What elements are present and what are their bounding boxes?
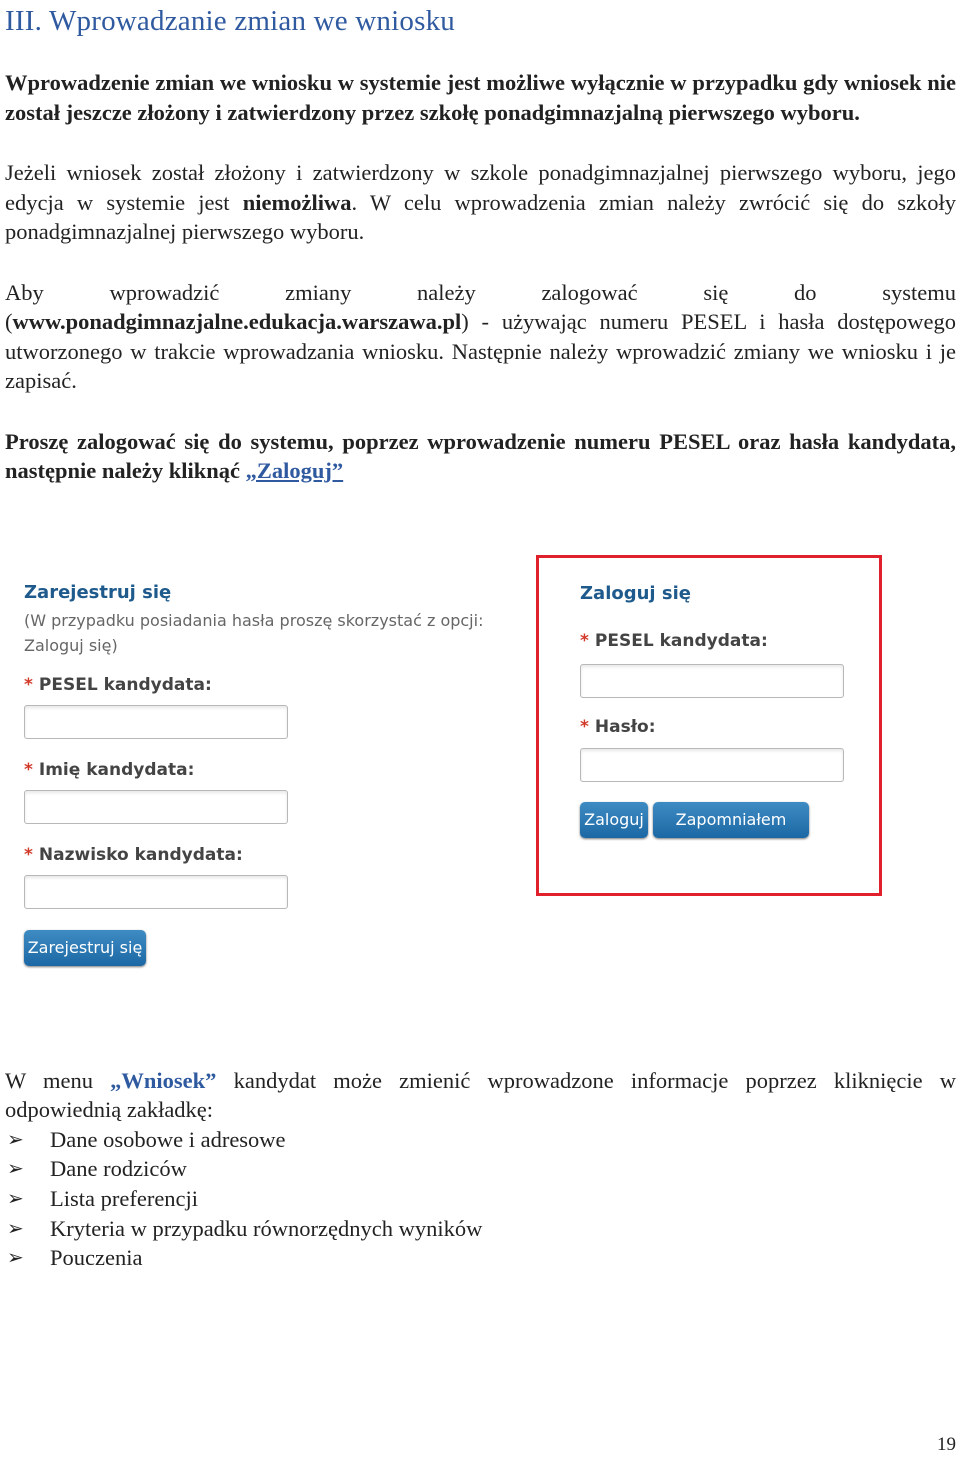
required-star: *	[24, 760, 33, 780]
p5-text-b: kandydat może zmienić wprowadzone informacje poprzez kliknięcie w odpowiednią zakładkę:	[5, 1067, 956, 1122]
wniosek-menu-reference: „Wniosek”	[110, 1067, 217, 1093]
section-heading: III. Wprowadzanie zmian we wniosku	[5, 5, 455, 37]
arrow-bullet-icon: ➢	[7, 1185, 24, 1210]
required-star: *	[580, 717, 589, 737]
required-star: *	[24, 675, 33, 695]
register-title: Zarejestruj się	[24, 582, 172, 603]
arrow-bullet-icon: ➢	[7, 1156, 24, 1181]
register-pesel-input[interactable]	[24, 705, 288, 739]
register-surname-input[interactable]	[24, 875, 288, 909]
p4-text-a: Proszę zalogować się do systemu, poprzez wprowadzenie numeru PESEL oraz hasła kandydata, następnie należy kliknąć	[5, 428, 956, 483]
arrow-bullet-icon: ➢	[7, 1215, 24, 1240]
login-button[interactable]: Zaloguj	[580, 802, 648, 838]
login-pesel-input[interactable]	[580, 664, 844, 698]
login-password-label: * Hasło:	[580, 717, 656, 737]
p5-text-a: W menu	[5, 1067, 111, 1093]
zaloguj-reference: „Zaloguj”	[245, 458, 344, 483]
list-item: ➢ Kryteria w przypadku równorzędnych wyników	[50, 1214, 956, 1244]
forgot-password-button[interactable]: Zapomniałem hasła	[653, 802, 809, 838]
list-item: ➢ Lista preferencji	[50, 1184, 956, 1214]
login-screenshot	[0, 540, 960, 970]
register-note-line2: Zaloguj się)	[24, 636, 118, 655]
register-name-input[interactable]	[24, 790, 288, 824]
list-item: ➢ Pouczenia	[50, 1243, 956, 1273]
impossible-emphasis: niemożliwa	[242, 189, 352, 215]
register-pesel-label: * PESEL kandydata:	[24, 675, 212, 695]
arrow-bullet-icon: ➢	[7, 1245, 24, 1270]
page-number: 19	[937, 1434, 956, 1455]
p3-text-b: ) - używając numeru PESEL i hasła dostępowego utworzonego w trakcie wprowadzania wniosku. Następnie należy wprowadzić zmiany we wniosku i je zapisać.	[5, 309, 956, 393]
p2-text-c: . W celu wprowadzenia zmian należy zwrócić się do szkoły ponadgimnazjalnej pierwszego wyboru.	[5, 189, 956, 244]
intro-paragraph: Wprowadzenie zmian we wniosku w systemie jest możliwe wyłącznie w przypadku gdy wniosek nie został jeszcze złożony i zatwierdzony przez szkołę ponadgimnazjalną pierwszego wyboru.	[5, 70, 956, 125]
menu-paragraph	[5, 1066, 956, 1125]
edit-impossible-paragraph	[5, 158, 956, 247]
tabs-list	[5, 1125, 956, 1274]
arrow-bullet-icon: ➢	[7, 1126, 24, 1151]
register-name-label: * Imię kandydata:	[24, 760, 195, 780]
required-star: *	[24, 845, 33, 865]
login-pesel-label: * PESEL kandydata:	[580, 631, 768, 651]
login-step-paragraph	[5, 427, 956, 486]
register-note-line1: (W przypadku posiadania hasła proszę skorzystać z opcji:	[24, 611, 484, 630]
p2-text-a: Jeżeli wniosek został złożony i zatwierdzony w szkole ponadgimnazjalnej pierwszego wyboru, jego edycja w systemie jest	[5, 160, 956, 215]
register-surname-label: * Nazwisko kandydata:	[24, 845, 243, 865]
register-button[interactable]: Zarejestruj się	[24, 930, 146, 966]
list-item: ➢ Dane rodziców	[50, 1154, 956, 1184]
system-url[interactable]: www.ponadgimnazjalne.edukacja.warszawa.pl	[12, 309, 462, 334]
login-password-input[interactable]	[580, 748, 844, 782]
login-instructions-paragraph	[5, 278, 956, 396]
required-star: *	[580, 631, 589, 651]
p3-text-a: Aby wprowadzić zmiany należy zalogować się do systemu (	[5, 279, 956, 334]
login-title: Zaloguj się	[580, 583, 691, 604]
list-item: ➢ Dane osobowe i adresowe	[50, 1125, 956, 1155]
